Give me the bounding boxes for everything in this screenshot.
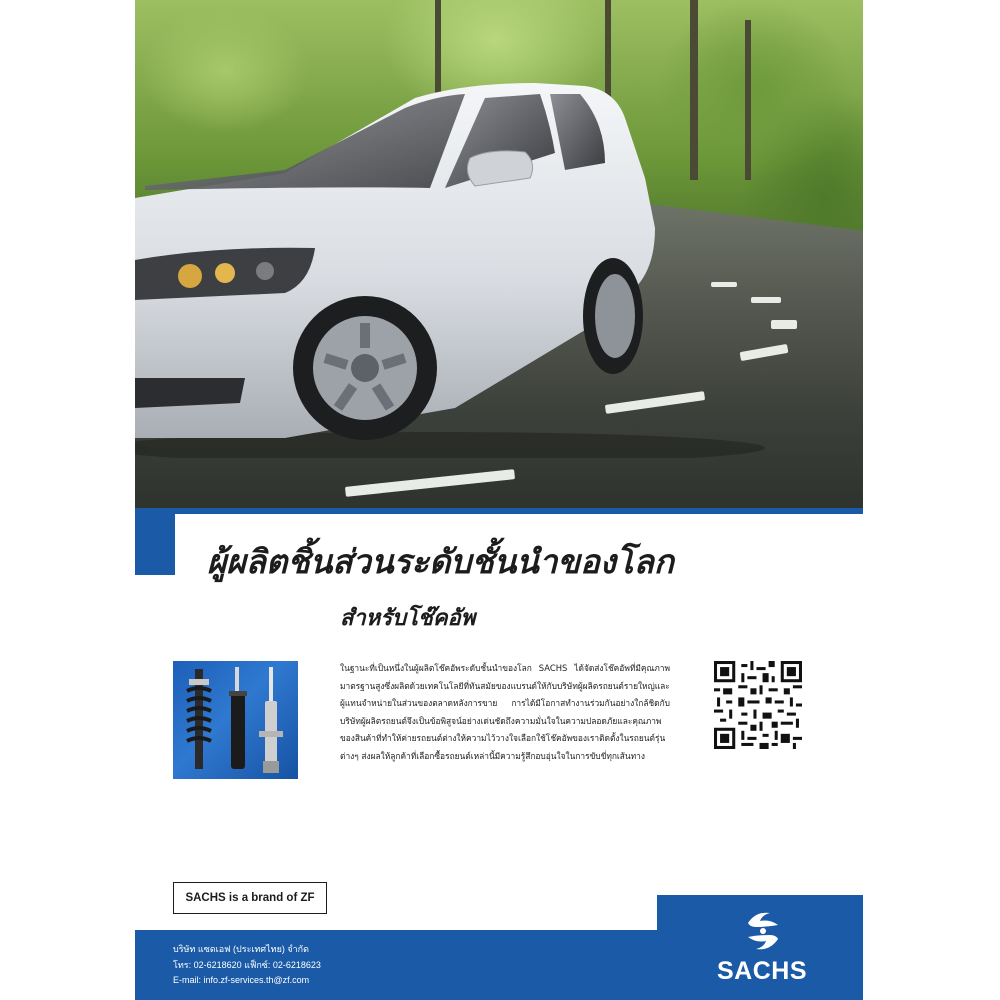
footer-company: บริษัท แซดเอฟ (ประเทศไทย) จำกัด bbox=[173, 944, 309, 954]
sachs-logo bbox=[687, 905, 837, 990]
advertisement-page bbox=[135, 0, 863, 1000]
footer-contact bbox=[173, 942, 321, 989]
footer-phone: โทร: 02-6218620 แฟ็กซ์: 02-6218623 bbox=[173, 959, 321, 970]
headline: ผู้ผลิตชิ้นส่วนระดับชั้นนำของโลก bbox=[207, 542, 674, 581]
sachs-swirl-icon bbox=[742, 909, 784, 953]
qr-code-icon[interactable] bbox=[714, 661, 802, 749]
brand-statement: SACHS is a brand of ZF bbox=[173, 882, 327, 914]
shock-absorber-icon bbox=[173, 661, 298, 779]
hero-photo bbox=[135, 0, 863, 508]
shock-absorber-photo bbox=[173, 661, 298, 779]
footer-email[interactable]: E-mail: info.zf-services.th@zf.com bbox=[173, 975, 310, 985]
subheadline: สำหรับโช๊คอัพ bbox=[340, 605, 476, 631]
car-illustration bbox=[135, 78, 785, 458]
body-paragraph: ในฐานะที่เป็นหนึ่งในผู้ผลิตโช๊คอัพระดับชั้นนำของโลก SACHS ได้จัดส่งโช๊คอัพที่มีคุณภาพมาตรฐานสูงซึ่งผลิตด้วยเทคโนโลยีที่ทันสมัยของแบรนด์ให้กับบริษัทผู้ผลิตรถยนต์รายใหญ่และผู้แทนจำหน่ายในส่วนของตลาดหลังการขาย การได้มีโอกาสทำงานร่วมกันอย่างใกล้ชิดกับบริษัทผู้ผลิตรถยนต์จึงเป็นข้อพิสูจน์อย่างเด่นชัดถึงความมั่นใจในความปลอดภัยและคุณภาพของสินค้าที่ทำให้ค่ายรถยนต์ต่างให้ความไว้วางใจเลือกใช้โช๊คอัพของเราติดตั้งในรถยนต์รุ่นต่างๆ ส่งผลให้ลูกค้าที่เลือกซื้อรถยนต์เหล่านี้มีความรู้สึกอบอุ่นใจในการขับขี่ทุกเส้นทาง bbox=[340, 663, 670, 761]
accent-block bbox=[135, 508, 175, 575]
sachs-wordmark: SACHS bbox=[716, 957, 807, 985]
